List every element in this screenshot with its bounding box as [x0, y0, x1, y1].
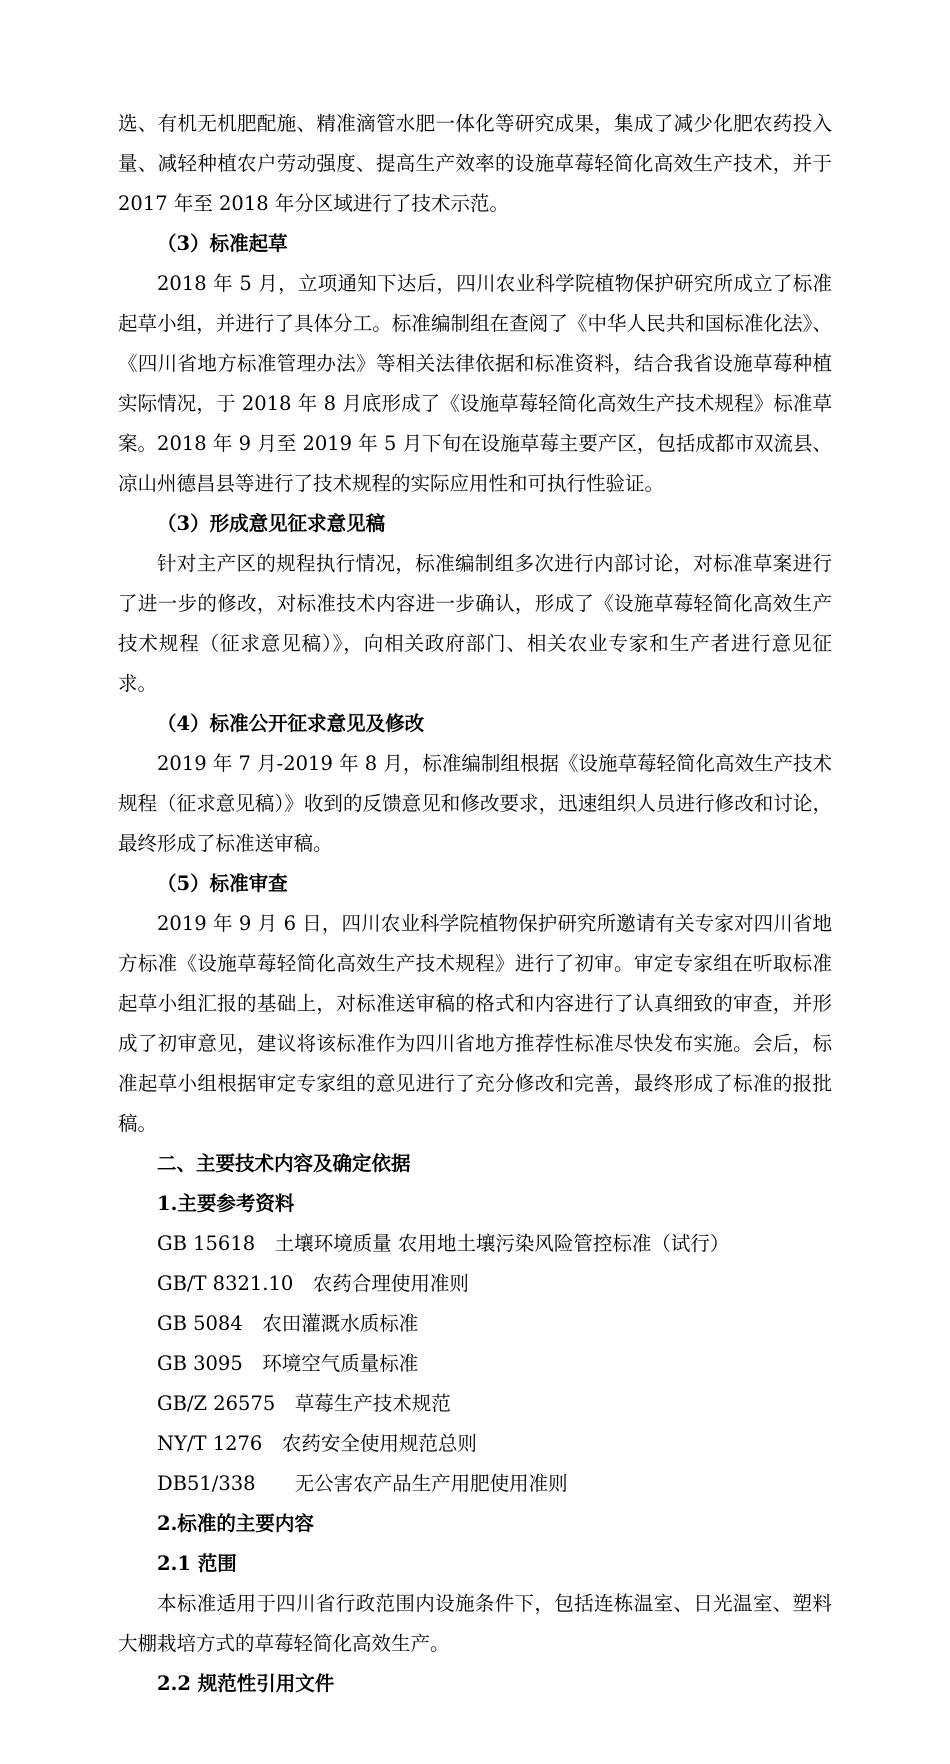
paragraph-continuation: 选、有机无机肥配施、精准滴管水肥一体化等研究成果，集成了减少化肥农药投入量、减轻种植农户劳动强度、提高生产效率的设施草莓轻简化高效生产技术，并于 2017 年至 2018 年分区域进行了技术示范。 — [118, 112, 832, 215]
heading-standard-review: （5）标准审查 — [157, 872, 288, 895]
reference-item: GB 3095 环境空气质量标准 — [157, 1352, 419, 1375]
subheading-scope: 2.1 范围 — [157, 1552, 237, 1575]
subheading-normative-references: 2.2 规范性引用文件 — [157, 1672, 335, 1695]
heading-standard-drafting: （3）标准起草 — [157, 232, 288, 255]
section-heading-technical-content: 二、主要技术内容及确定依据 — [157, 1152, 411, 1175]
paragraph-comment-draft: 针对主产区的规程执行情况，标准编制组多次进行内部讨论，对标准草案进行了进一步的修改，对标准技术内容进一步确认，形成了《设施草莓轻简化高效生产技术规程（征求意见稿）》，向相关政府部门、相关农业专家和生产者进行意见征求。 — [118, 552, 832, 695]
subheading-main-content: 2.标准的主要内容 — [157, 1512, 314, 1535]
reference-item: DB51/338 无公害农产品生产用肥使用准则 — [157, 1472, 568, 1495]
reference-item: NY/T 1276 农药安全使用规范总则 — [157, 1432, 477, 1455]
paragraph-scope: 本标准适用于四川省行政范围内设施条件下，包括连栋温室、日光温室、塑料大棚栽培方式的草莓轻简化高效生产。 — [118, 1592, 832, 1655]
heading-public-comment: （4）标准公开征求意见及修改 — [157, 712, 425, 735]
paragraph-public-comment: 2019 年 7 月-2019 年 8 月，标准编制组根据《设施草莓轻简化高效生产技术规程（征求意见稿）》收到的反馈意见和修改要求，迅速组织人员进行修改和讨论，最终形成了标准送审稿。 — [118, 752, 832, 855]
reference-item: GB/T 8321.10 农药合理使用准则 — [157, 1272, 469, 1295]
heading-comment-draft: （3）形成意见征求意见稿 — [157, 512, 386, 535]
reference-item: GB 15618 土壤环境质量 农用地土壤污染风险管控标准（试行） — [157, 1232, 730, 1255]
document-body — [118, 104, 832, 1704]
paragraph-standard-drafting: 2018 年 5 月，立项通知下达后，四川农业科学院植物保护研究所成立了标准起草小组，并进行了具体分工。标准编制组在查阅了《中华人民共和国标准化法》、《四川省地方标准管理办法》等相关法律依据和标准资料，结合我省设施草莓种植实际情况，于 2018 年 8 月底形成了《设施草莓轻简化高效生产技术规程》标准草案。2018 年 9 月至 2019 年 5 月下旬在设施草莓主要产区，包括成都市双流县、凉山州德昌县等进行了技术规程的实际应用性和可执行性验证。 — [118, 272, 832, 495]
reference-item: GB/Z 26575 草莓生产技术规范 — [157, 1392, 451, 1415]
reference-item: GB 5084 农田灌溉水质标准 — [157, 1312, 419, 1335]
paragraph-standard-review: 2019 年 9 月 6 日，四川农业科学院植物保护研究所邀请有关专家对四川省地方标准《设施草莓轻简化高效生产技术规程》进行了初审。审定专家组在听取标准起草小组汇报的基础上，对标准送审稿的格式和内容进行了认真细致的审查，并形成了初审意见，建议将该标准作为四川省地方推荐性标准尽快发布实施。会后，标准起草小组根据审定专家组的意见进行了充分修改和完善，最终形成了标准的报批稿。 — [118, 912, 832, 1135]
subheading-reference-materials: 1.主要参考资料 — [157, 1192, 295, 1215]
